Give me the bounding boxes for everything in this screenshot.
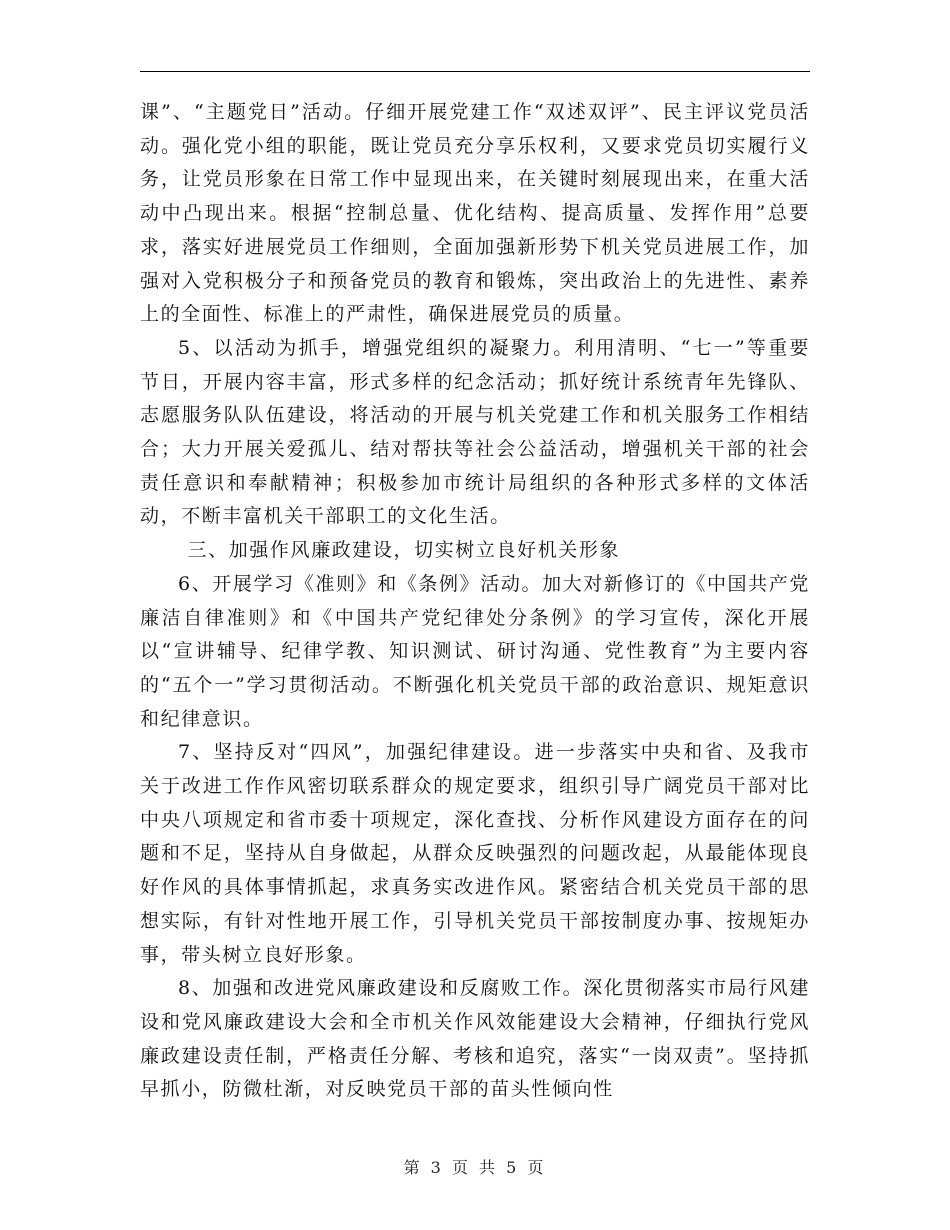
header-rule xyxy=(140,71,810,72)
paragraph-item-8: 8、加强和改进党风廉政建设和反腐败工作。深化贯彻落实市局行风建设和党风廉政建设大会和全市机关作风效能建设大会精神，仔细执行党风廉政建设责任制，严格责任分解、考核和追究，落实“一岗双责”。坚持抓早抓小，防微杜渐，对反映党员干部的苗头性倾向性 xyxy=(140,977,810,1101)
paragraph-item-7: 7、坚持反对“四风”，加强纪律建设。进一步落实中央和省、及我市关于改进工作作风密切联系群众的规定要求，组织引导广阔党员干部对比中央八项规定和省市委十项规定，深化查找、分析作风建设方面存在的问题和不足，坚持从自身做起，从群众反映强烈的问题改起，从最能体现良好作风的具体事情抓起，求真务实改进作风。紧密结合机关党员干部的思想实际，有针对性地开展工作，引导机关党员干部按制度办事、按规矩办事，带头树立良好形象。 xyxy=(140,741,810,966)
paragraph-item-5: 5、以活动为抓手，增强党组织的凝聚力。利用清明、“七一”等重要节日，开展内容丰富，形式多样的纪念活动；抓好统计系统青年先锋队、志愿服务队队伍建设，将活动的开展与机关党建工作和机关服务工作相结合；大力开展关爱孤儿、结对帮扶等社会公益活动，增强机关干部的社会责任意识和奉献精神；积极参加市统计局组织的各种形式多样的文体活动，不断丰富机关干部职工的文化生活。 xyxy=(140,336,810,528)
document-body xyxy=(140,96,810,1107)
paragraph-continuation: 课”、“主题党日”活动。仔细开展党建工作“双述双评”、民主评议党员活动。强化党小组的职能，既让党员充分享乐权利，又要求党员切实履行义务，让党员形象在日常工作中显现出来，在关键时刻展现出来，在重大活动中凸现出来。根据“控制总量、优化结构、提高质量、发挥作用”总要求，落实好进展党员工作细则，全面加强新形势下机关党员进展工作，加强对入党积极分子和预备党员的教育和锻炼，突出政治上的先进性、素养上的全面性、标准上的严肃性，确保进展党员的质量。 xyxy=(140,101,810,326)
paragraph-item-6: 6、开展学习《准则》和《条例》活动。加大对新修订的《中国共产党廉洁自律准则》和《中国共产党纪律处分条例》的学习宣传，深化开展以“宣讲辅导、纪律学教、知识测试、研讨沟通、党性教育”为主要内容的“五个一”学习贯彻活动。不断强化机关党员干部的政治意识、规矩意识和纪律意识。 xyxy=(140,572,810,730)
section-heading-3: 三、加强作风廉政建设，切实树立良好机关形象 xyxy=(187,539,621,562)
page-number-footer: 第 3 页 共 5 页 xyxy=(403,1158,547,1177)
